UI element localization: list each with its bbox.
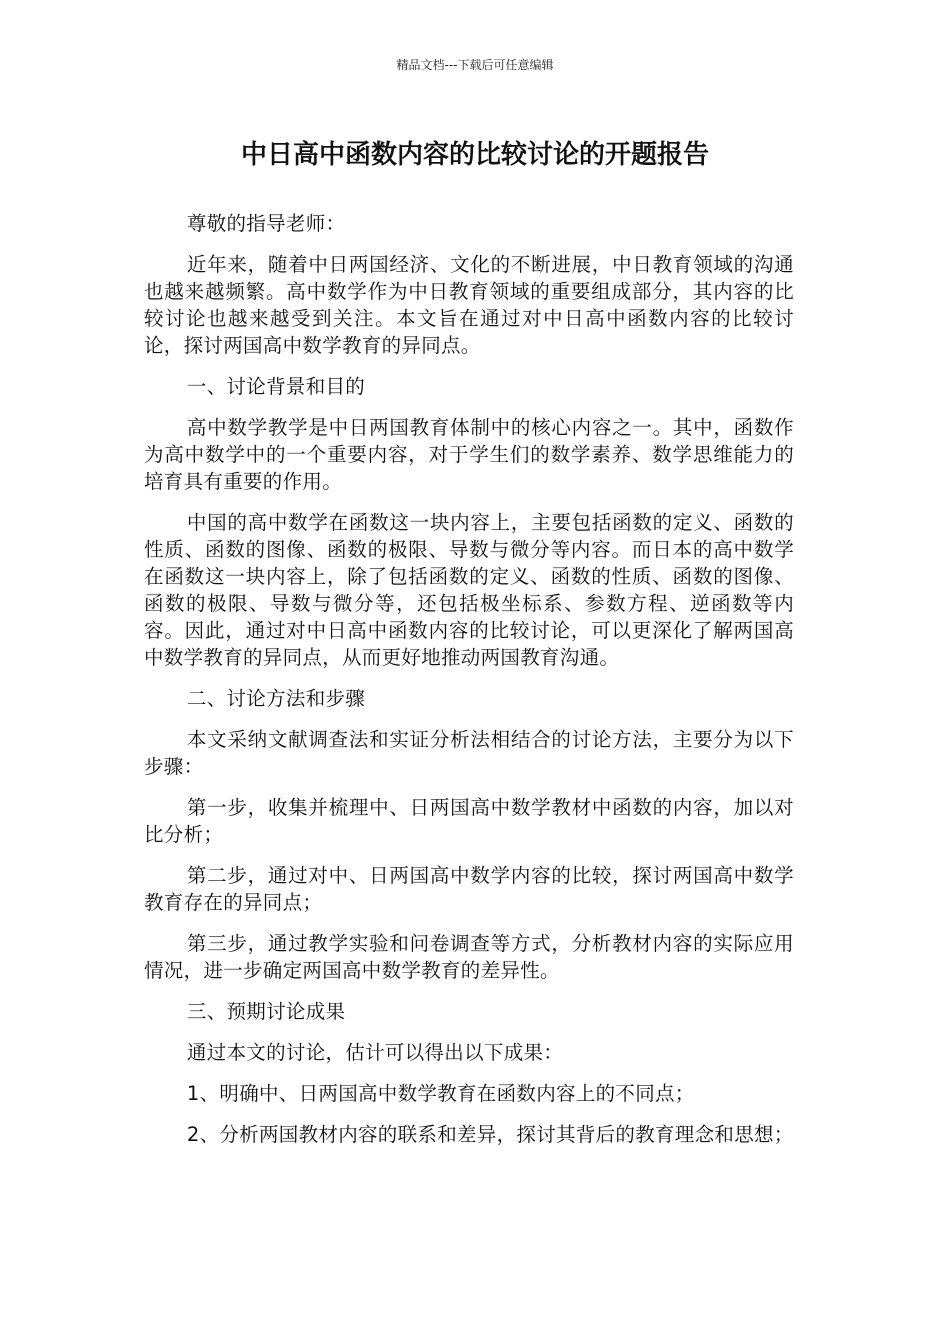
result-item-1: 1、明确中、日两国高中数学教育在函数内容上的不同点； <box>186 1082 695 1105</box>
section-heading-results: 三、预期讨论成果 <box>186 1000 346 1023</box>
step-one: 第一步，收集并梳理中、日两国高中数学教材中函数的内容，加以对比分析； <box>144 796 794 846</box>
section-heading-method: 二、讨论方法和步骤 <box>186 687 366 710</box>
step-three: 第三步，通过教学实验和问卷调查等方式，分析教材内容的实际应用情况，进一步确定两国高中数学教育的差异性。 <box>144 932 794 982</box>
intro-paragraph: 近年来，随着中日两国经济、文化的不断进展，中日教育领域的沟通也越来越频繁。高中数学作为中日教育领域的重要组成部分，其内容的比较讨论也越来越受到关注。本文旨在通过对中日高中函数内容的比较讨论，探讨两国高中数学教育的异同点。 <box>144 253 794 357</box>
method-paragraph: 本文采纳文献调查法和实证分析法相结合的讨论方法，主要分为以下步骤： <box>144 728 794 778</box>
result-item-2: 2、分析两国教材内容的联系和差异，探讨其背后的教育理念和思想； <box>186 1123 794 1146</box>
document-title: 中日高中函数内容的比较讨论的开题报告 <box>240 140 709 170</box>
background-paragraph-2: 中国的高中数学在函数这一块内容上，主要包括函数的定义、函数的性质、函数的图像、函数的极限、导数与微分等内容。而日本的高中数学在函数这一块内容上，除了包括函数的定义、函数的性质、函数的图像、函数的极限、导数与微分等，还包括极坐标系、参数方程、逆函数等内容。因此，通过对中日高中函数内容的比较讨论，可以更深化了解两国高中数学教育的异同点，从而更好地推动两国教育沟通。 <box>144 511 794 669</box>
salutation: 尊敬的指导老师： <box>186 212 346 235</box>
background-paragraph-1: 高中数学教学是中日两国教育体制中的核心内容之一。其中，函数作为高中数学中的一个重要内容，对于学生们的数学素养、数学思维能力的培育具有重要的作用。 <box>144 416 794 493</box>
section-heading-background: 一、讨论背景和目的 <box>186 375 366 398</box>
step-two: 第二步，通过对中、日两国高中数学内容的比较，探讨两国高中数学教育存在的异同点； <box>144 864 794 914</box>
results-intro: 通过本文的讨论，估计可以得出以下成果： <box>186 1041 564 1064</box>
document-body <box>144 210 794 1162</box>
header-note: 精品文档---下载后可任意编辑 <box>396 58 554 72</box>
